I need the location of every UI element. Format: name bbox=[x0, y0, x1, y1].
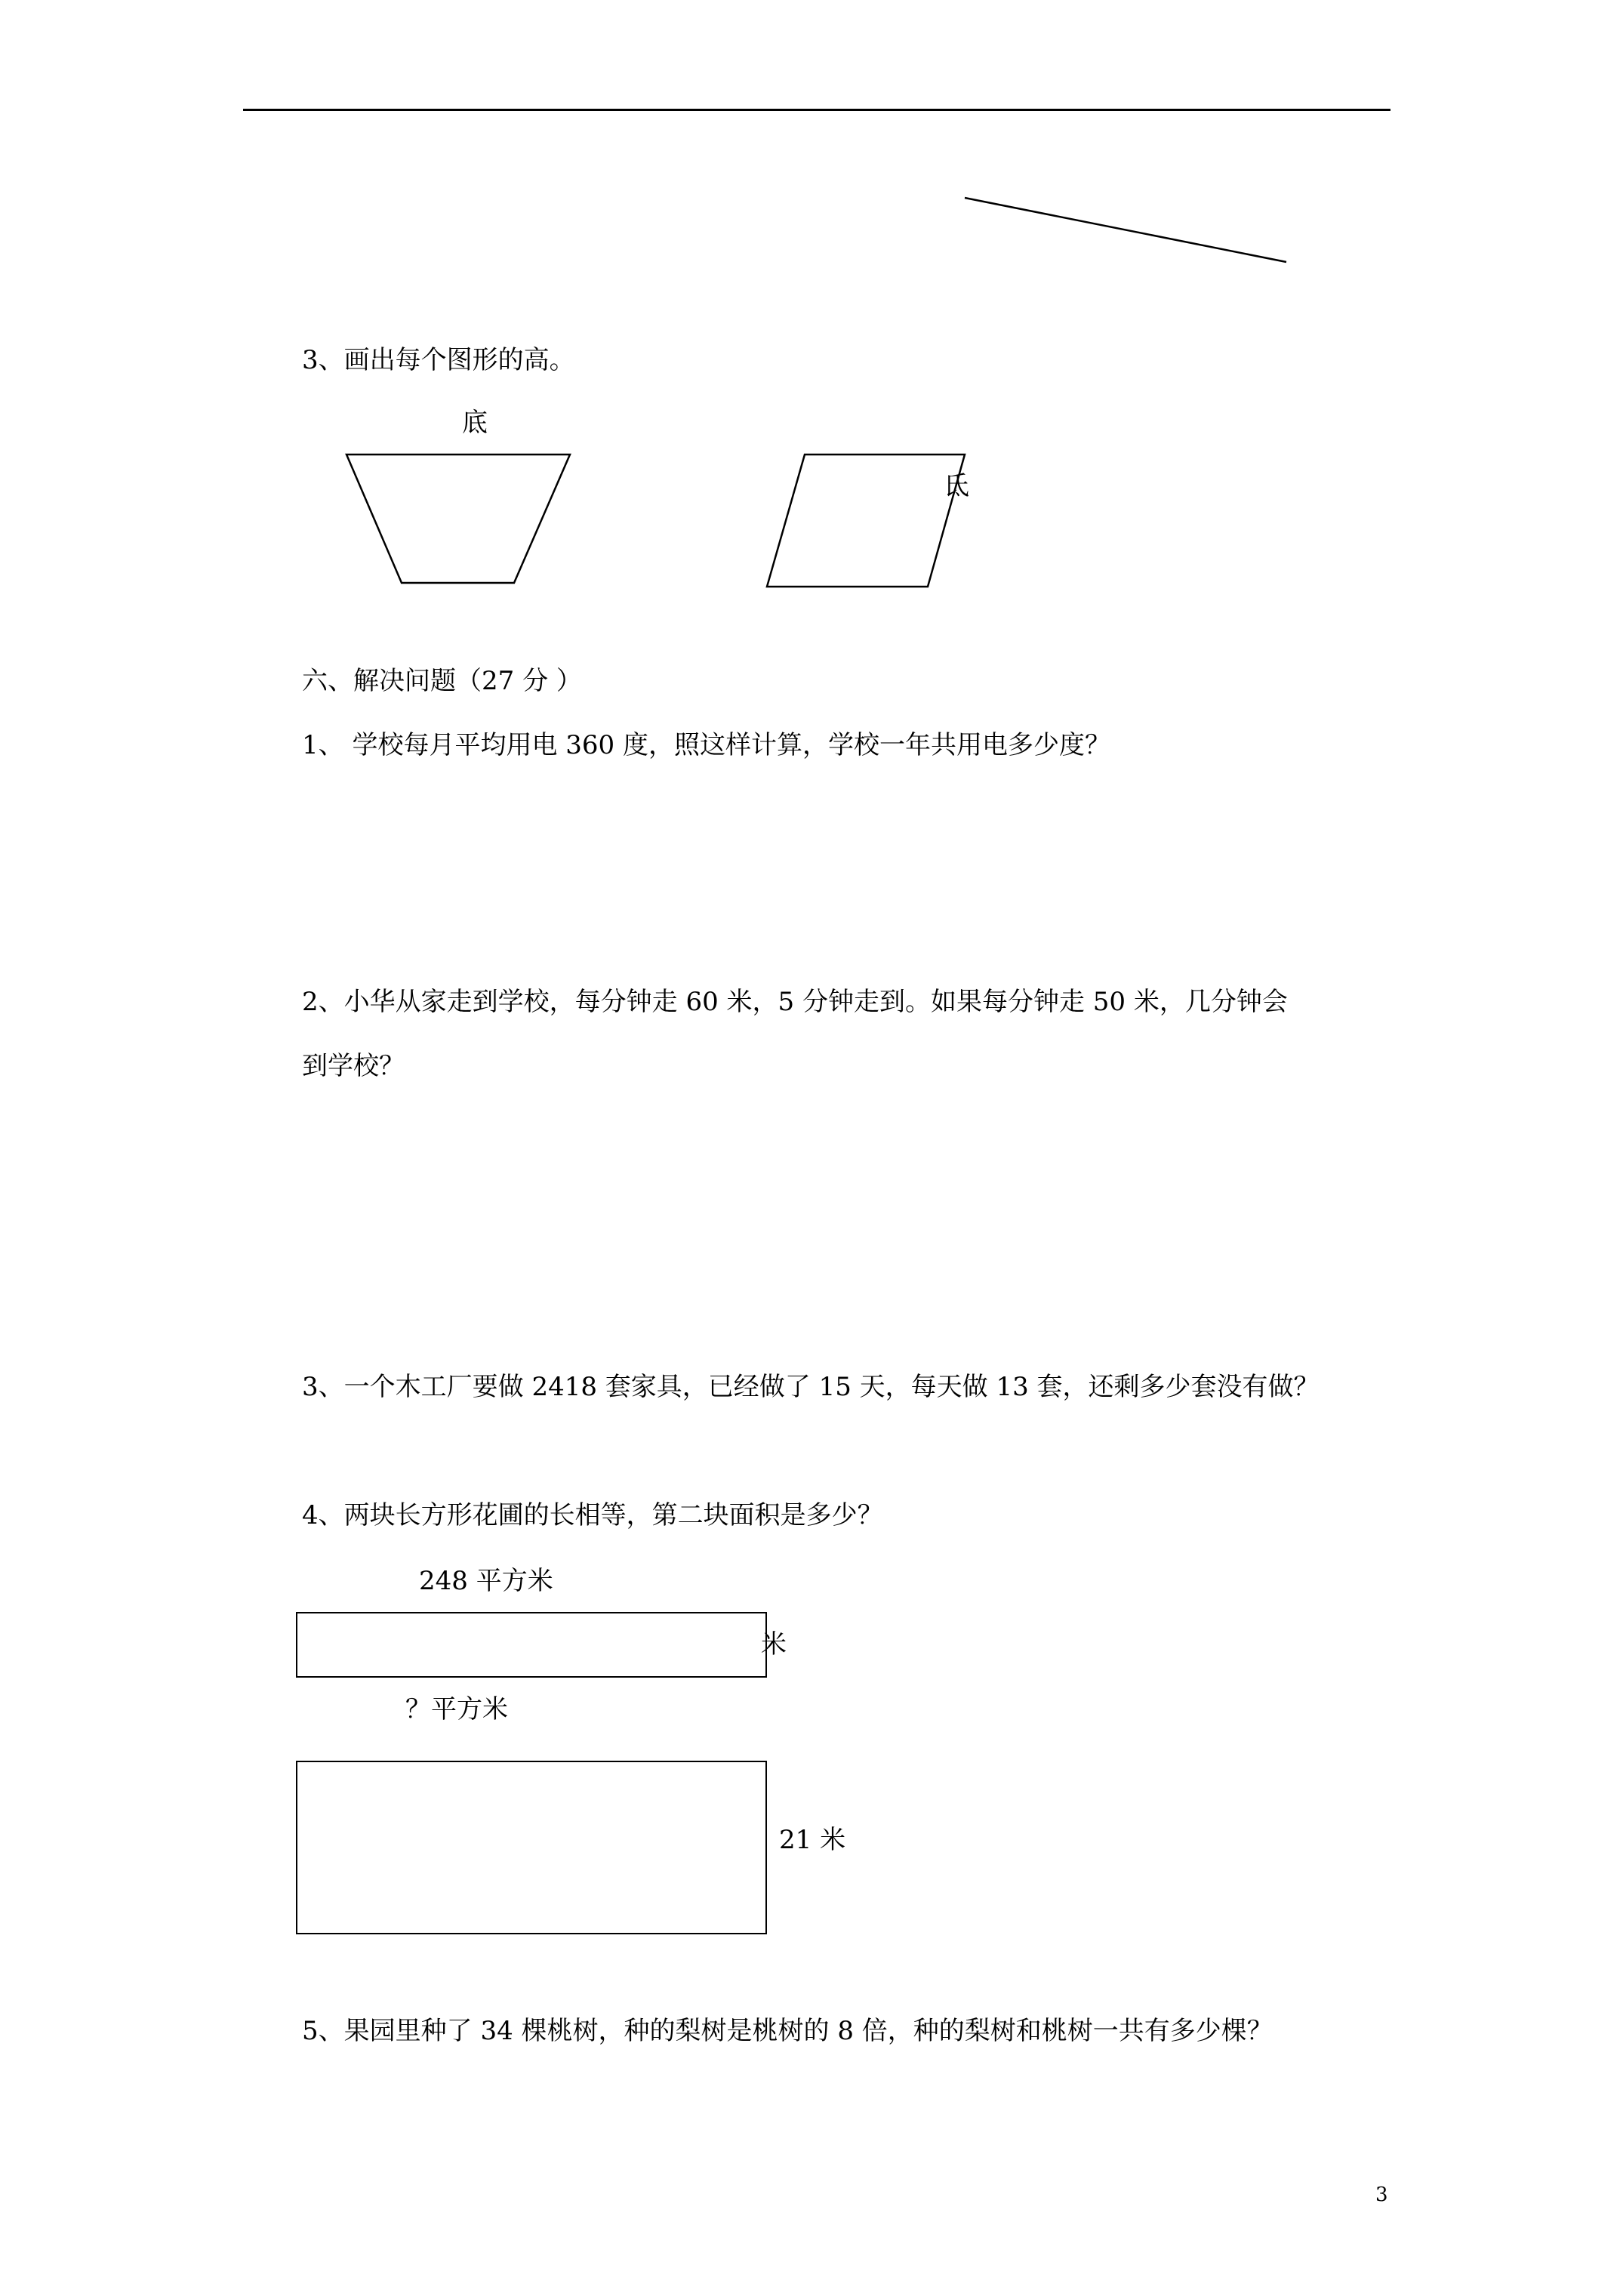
section6-heading: 六、解决问题（27 分 ） bbox=[302, 666, 582, 696]
problem-3: 3、一个木工厂要做 2418 套家具，已经做了 15 天，每天做 13 套，还剩多少套没有做？ bbox=[302, 1372, 1320, 1402]
garden1-rectangle bbox=[296, 1612, 767, 1678]
parallelogram-label-clip bbox=[944, 468, 969, 504]
parallelogram-figure bbox=[0, 0, 1623, 604]
garden2-area-label: ？平方米 bbox=[405, 1694, 508, 1724]
trapezoid-base-label: 底 bbox=[462, 408, 488, 438]
page-number: 3 bbox=[1375, 2184, 1388, 2206]
garden1-area-label: 248 平方米 bbox=[419, 1566, 553, 1596]
problem-2-line2: 到学校？ bbox=[302, 1051, 405, 1081]
garden2-rectangle bbox=[296, 1761, 767, 1934]
problem-5: 5、果园里种了 34 棵桃树，种的梨树是桃树的 8 倍，种的梨树和桃树一共有多少棵？ bbox=[302, 2016, 1273, 2046]
q3-prompt: 3、画出每个图形的高。 bbox=[302, 345, 575, 375]
problem-4: 4、两块长方形花圃的长相等，第二块面积是多少？ bbox=[302, 1500, 883, 1530]
garden1-side-clip bbox=[761, 1628, 787, 1663]
problem-1: 1、 学校每月平均用电 360 度，照这样计算，学校一年共用电多少度？ bbox=[302, 730, 1110, 760]
problem-2-line1: 2、小华从家走到学校，每分钟走 60 米，5 分钟走到。如果每分钟走 50 米，几分钟会 bbox=[302, 987, 1288, 1017]
garden1-side-label: 米 bbox=[761, 1629, 787, 1660]
garden2-side-label: 21 米 bbox=[779, 1825, 846, 1855]
parallelogram-base-label: 氐 bbox=[944, 471, 969, 501]
